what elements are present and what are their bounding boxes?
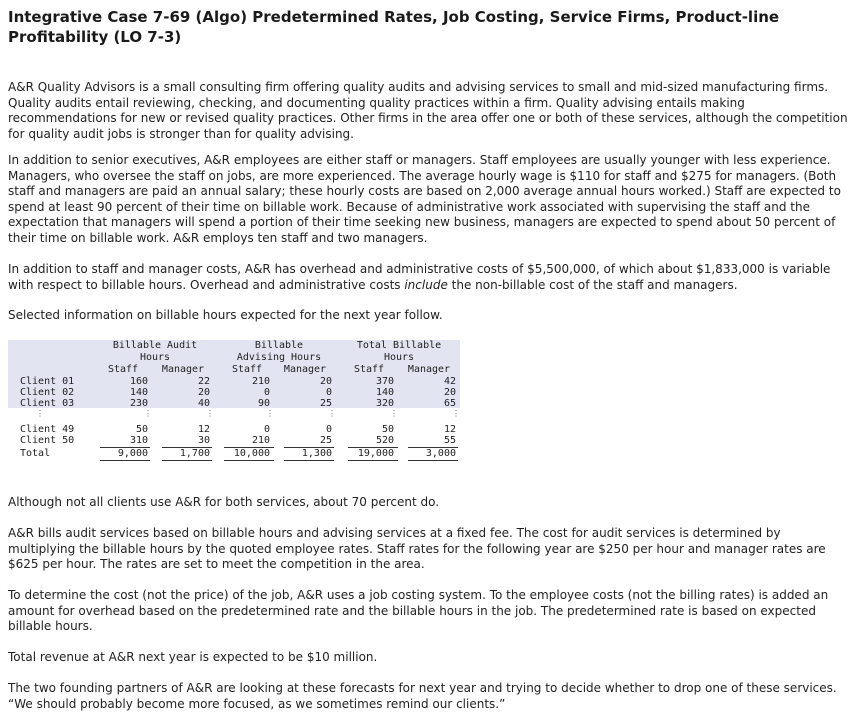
cell: 0: [325, 387, 332, 398]
case-title: Integrative Case 7-69 (Algo) Predetermined Rates, Job Costing, Service Firms, Product-line Profitability (LO 7-3): [8, 8, 780, 46]
row-label: Client 03: [20, 398, 75, 409]
cell: 12: [443, 424, 456, 435]
cell: 230: [129, 398, 148, 409]
overhead-text-2: the non-billable cost of the staff and managers.: [447, 277, 738, 292]
cell: 90: [257, 398, 270, 409]
col-header-advising-manager: Manager: [283, 364, 327, 375]
col-header-advising-staff: Staff: [231, 364, 263, 375]
paragraph-revenue: Total revenue at A&R next year is expected to be $10 million.: [8, 650, 378, 664]
cell: 40: [197, 398, 210, 409]
cell: 20: [319, 376, 332, 387]
total-double-rule: [162, 460, 212, 461]
paragraph-selected-info: Selected information on billable hours expected for the next year follow.: [8, 308, 443, 322]
cell: 3,000: [425, 448, 456, 459]
vertical-ellipsis-icon: ⋮: [452, 409, 460, 418]
vertical-ellipsis-icon: ⋮: [266, 409, 274, 418]
paragraph-clients: Although not all clients use A&R for both services, about 70 percent do.: [8, 495, 440, 509]
col-header-total-staff: Staff: [353, 364, 385, 375]
col-header-audit-staff: Staff: [107, 364, 139, 375]
vertical-ellipsis-icon: ⋮: [206, 409, 214, 418]
paragraph-overhead: [8, 262, 848, 293]
total-double-rule: [348, 460, 398, 461]
cell: 19,000: [357, 448, 394, 459]
header-total-line1: Total Billable: [356, 340, 442, 351]
cell: 0: [263, 387, 270, 398]
cell: 210: [251, 435, 270, 446]
cell: 140: [129, 387, 148, 398]
paragraph-job-costing: To determine the cost (not the price) of the job, A&R uses a job costing system. To the employee costs (not the billing rates) is added an amount for overhead based on the predetermined rate and the billable hours in the job. The predetermined rate is based on expected billable hours.: [8, 588, 829, 633]
row-label: Client 49: [20, 424, 75, 435]
cell: 25: [319, 435, 332, 446]
cell: 30: [197, 435, 210, 446]
cell: 0: [325, 424, 332, 435]
cell: 42: [443, 376, 456, 387]
cell: 210: [251, 376, 270, 387]
paragraph-intro: A&R Quality Advisors is a small consulting firm offering quality audits and advising services to small and mid-sized manufacturing firms. Quality audits entail reviewing, checking, and documenting quality practices within a firm. Quality advising entails making recommendations for new or revised quality practices. Other firms in the area offer one or both of these services, although the competition for quality audit jobs is stronger than for quality advising.: [8, 80, 848, 141]
col-header-audit-manager: Manager: [161, 364, 205, 375]
cell: 370: [375, 376, 394, 387]
cell: 20: [443, 387, 456, 398]
row-label: Total: [20, 448, 51, 459]
cell: 1,300: [301, 448, 332, 459]
billable-hours-table: [8, 340, 460, 465]
cell: 10,000: [233, 448, 270, 459]
cell: 25: [319, 398, 332, 409]
row-label: Client 01: [20, 376, 75, 387]
cell: 50: [135, 424, 148, 435]
header-advising-line1: Billable: [254, 340, 304, 351]
paragraph-billing: A&R bills audit services based on billable hours and advising services at a fixed fee. The cost for audit services is determined by multiplying the billable hours by the quoted employee rates. Staff rates for the following year are $250 per hour and manager rates are $625 per hour. The rates are set to meet the competition in the area.: [8, 526, 826, 571]
cell: 65: [443, 398, 456, 409]
header-total-line2: Hours: [383, 352, 415, 363]
row-label: Client 50: [20, 435, 75, 446]
vertical-ellipsis-icon: ⋮: [328, 409, 336, 418]
cell: 9,000: [117, 448, 148, 459]
overhead-text-italic: include: [404, 277, 448, 292]
total-double-rule: [100, 460, 150, 461]
col-header-total-manager: Manager: [407, 364, 451, 375]
cell: 320: [375, 398, 394, 409]
vertical-ellipsis-icon: ⋮: [144, 409, 152, 418]
cell: 140: [375, 387, 394, 398]
cell: 160: [129, 376, 148, 387]
cell: 55: [443, 435, 456, 446]
cell: 1,700: [179, 448, 210, 459]
header-audit-line2: Hours: [139, 352, 171, 363]
cell: 310: [129, 435, 148, 446]
header-audit-line1: Billable Audit: [112, 340, 198, 351]
paragraph-partners: The two founding partners of A&R are looking at these forecasts for next year and trying to decide whether to drop one of these services. “We should probably become more focused, as we sometimes remind our clients.”: [8, 681, 837, 711]
total-double-rule: [284, 460, 334, 461]
paragraph-employees: In addition to senior executives, A&R employees are either staff or managers. Staff employees are usually younger with less experience. Managers, who oversee the staff on jobs, are more experienced. The average hourly wage is $110 for staff and $275 for managers. (Both staff and managers are paid an annual salary; these hourly costs are based on 2,000 average annual hours worked.) Staff are expected to spend at least 90 percent of their time on billable work. Because of administrative work associated with supervising the staff and the expectation that managers will spend a portion of their time seeking new business, managers are expected to spend about 50 percent of their time on billable work. A&R employs ten staff and two managers.: [8, 153, 841, 245]
vertical-ellipsis-icon: ⋮: [390, 409, 398, 418]
cell: 22: [197, 376, 210, 387]
cell: 50: [381, 424, 394, 435]
cell: 0: [263, 424, 270, 435]
cell: 520: [375, 435, 394, 446]
overhead-text-1: In addition to staff and manager costs, A&R has overhead and administrative costs of $5,500,000, of which about $1,833,000 is variable with respect to billable hours. Overhead and administrative costs: [8, 262, 831, 292]
cell: 12: [197, 424, 210, 435]
total-double-rule: [224, 460, 274, 461]
row-label: Client 02: [20, 387, 75, 398]
cell: 20: [197, 387, 210, 398]
vertical-ellipsis-icon: ⋮: [36, 409, 44, 418]
header-advising-line2: Advising Hours: [236, 352, 322, 363]
total-double-rule: [408, 460, 458, 461]
